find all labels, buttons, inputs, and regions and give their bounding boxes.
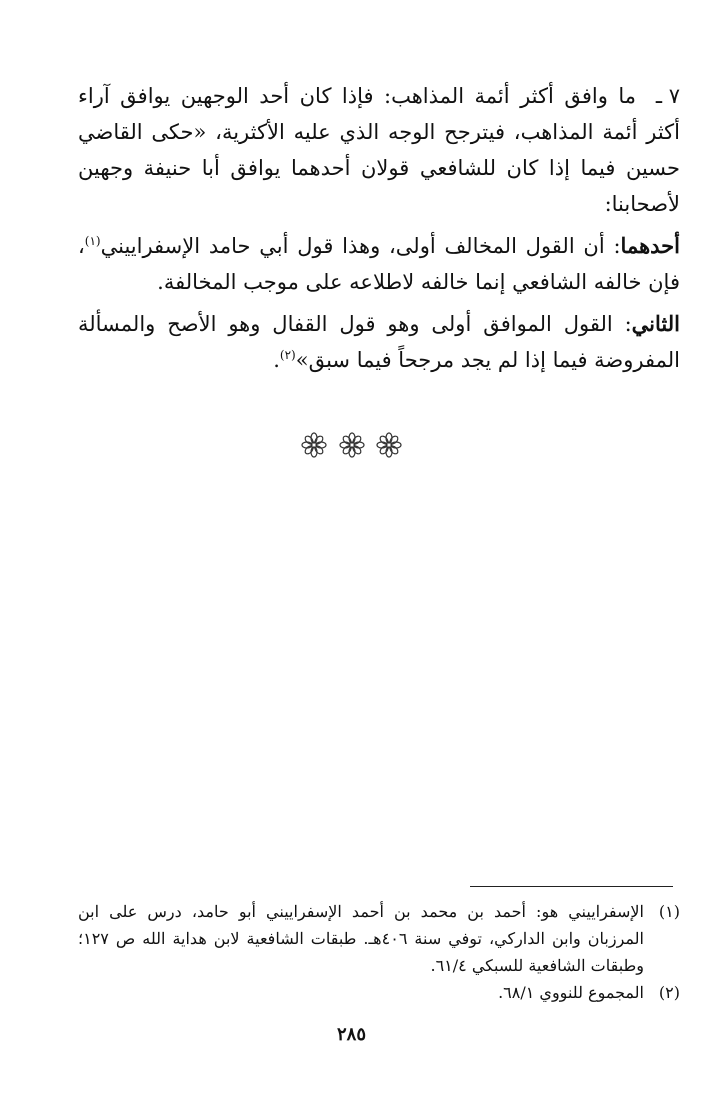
footnote-ref-1[interactable]: (١) [84,234,101,248]
footnote-separator [470,886,673,887]
flower-ornament-icon [301,432,327,458]
main-text [78,78,680,384]
footnote-text: الإسفراييني هو: أحمد بن محمد بن أحمد الإسفراييني أبو حامد، درس على ابن المرزبان وابن الداركي، توفي سنة ٤٠٦هـ. طبقات الشافعية لابن هداية الله ص ١٢٧؛ وطبقات الشافعية للسبكي ٦١/٤. [78,902,644,975]
first-opinion-text-cont: ، فإن خالفه الشافعي إنما خالفه لاطلاعه على موجب المخالفة. [78,234,680,294]
page-number: ٢٨٥ [336,1024,366,1045]
item-seven-text: ما وافق أكثر أئمة المذاهب: فإذا كان أحد الوجهين يوافق آراء أكثر أئمة المذاهب، فيترجح الوجه الذي عليه الأكثرية، «حكى القاضي حسين فيما إذا كان للشافعي قولان أحدهما يوافق أبا حنيفة وجهين لأصحابنا: [78,84,680,216]
section-ornaments [0,432,703,458]
first-opinion-term: أحدهما [620,233,680,258]
footnote-text: المجموع للنووي ٦٨/١. [498,983,644,1002]
footnote-number: (٢) [658,983,680,1002]
footnote-number: (١) [658,902,680,921]
flower-ornament-icon [339,432,365,458]
flower-ornament-icon [376,432,402,458]
footnotes [78,898,680,1006]
first-opinion-paragraph [78,228,680,300]
footnote-ref-2[interactable]: (٢) [279,348,296,362]
second-opinion-text: : القول الموافق أولى وهو قول القفال وهو الأصح والمسألة المفروضة فيما إذا لم يجد مرجحاً فيما سبق» [78,312,680,372]
second-opinion-text-end: . [273,348,280,372]
first-opinion-text: : أن القول المخالف أولى، وهذا قول أبي حامد الإسفراييني [100,234,621,258]
second-opinion-paragraph [78,306,680,378]
footnote-2 [78,979,680,1006]
footnote-1 [78,898,680,979]
item-seven-paragraph [78,78,680,222]
second-opinion-term: الثاني [631,311,680,336]
item-number: ٧ ـ [655,84,680,108]
